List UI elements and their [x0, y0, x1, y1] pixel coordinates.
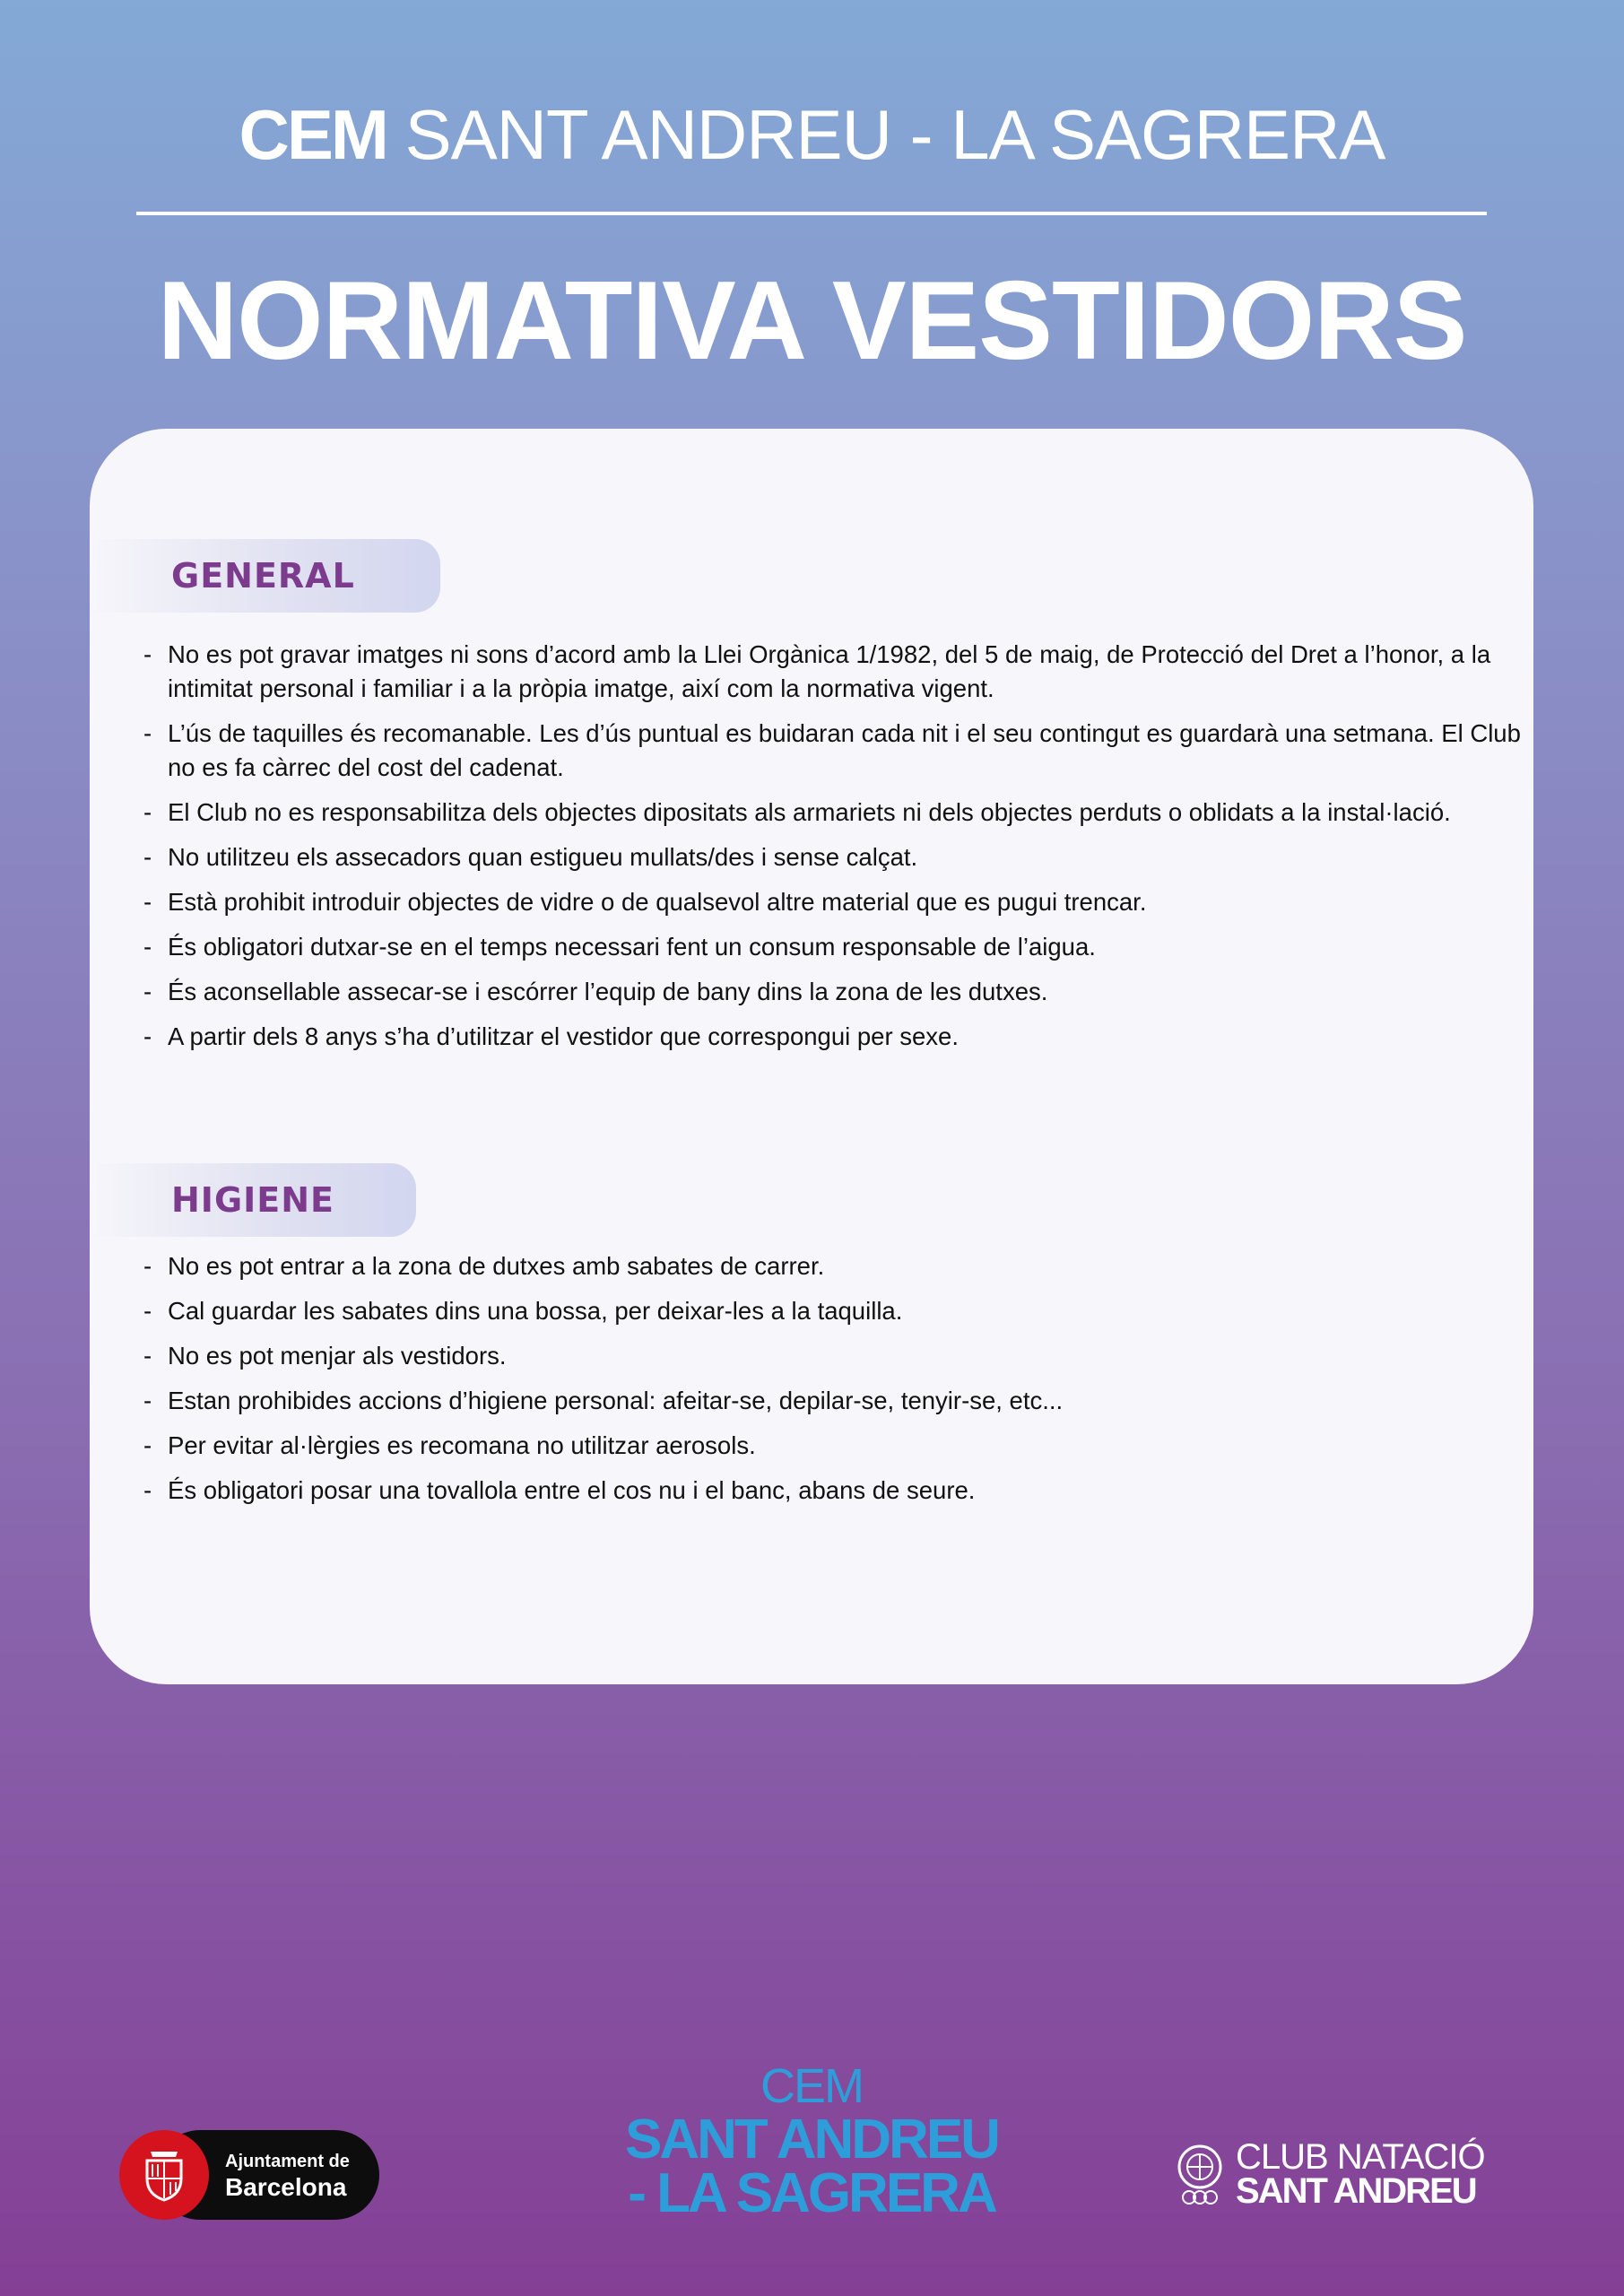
club-natacio-logo: [1177, 2138, 1499, 2210]
rule-item: - L’ús de taquilles és recomanable. Les d’ús puntual es buidaran cada nit i el seu contingut es guardarà una setmana. El Club no es fa càrrec del cost del cadenat.: [143, 717, 1529, 785]
logo-text-line1: Ajuntament de: [225, 2152, 350, 2171]
section-heading-general: GENERAL: [171, 556, 355, 596]
rule-item: - No es pot entrar a la zona de dutxes amb sabates de carrer.: [143, 1249, 1529, 1283]
cem-logo-line1: CEM: [760, 2059, 863, 2113]
club-logo-line2: SANT ANDREU: [1236, 2171, 1476, 2211]
club-logo-line1: CLUB NATACIÓ: [1236, 2137, 1485, 2177]
rule-item: - El Club no es responsabilitza dels objectes dipositats als armariets ni dels objectes perduts o oblidats a la instal·lació.: [143, 796, 1529, 830]
rule-item: - És obligatori posar una tovallola entre el cos nu i el banc, abans de seure.: [143, 1474, 1529, 1508]
rules-list-higiene: [143, 1249, 1529, 1518]
rule-item: - No utilitzeu els assecadors quan estigueu mullats/des i sense calçat.: [143, 840, 1529, 874]
cem-logo-line2: SANT ANDREU: [625, 2109, 998, 2170]
rule-item: - No es pot menjar als vestidors.: [143, 1339, 1529, 1373]
rule-item: - Cal guardar les sabates dins una bossa, per deixar-les a la taquilla.: [143, 1294, 1529, 1328]
rule-item: - És obligatori dutxar-se en el temps necessari fent un consum responsable de l’aigua.: [143, 930, 1529, 964]
venue-header: [0, 90, 1624, 179]
rules-list-general: [143, 638, 1529, 1065]
rule-item: - A partir dels 8 anys s’ha d’utilitzar el vestidor que correspongui per sexe.: [143, 1020, 1529, 1054]
rule-item: - És aconsellable assecar-se i escórrer l’equip de bany dins la zona de les dutxes.: [143, 975, 1529, 1009]
rule-item: - Per evitar al·lèrgies es recomana no utilitzar aerosols.: [143, 1429, 1529, 1463]
section-tab-higiene: [90, 1163, 416, 1237]
cem-logo: [574, 2059, 1049, 2224]
venue-name: SANT ANDREU - LA SAGRERA: [404, 95, 1385, 174]
ajuntament-barcelona-logo: [119, 2130, 379, 2220]
club-emblem-icon: [1177, 2144, 1223, 2211]
venue-bold: CEM: [239, 95, 386, 174]
header-divider: [136, 212, 1487, 215]
rule-item: - No es pot gravar imatges ni sons d’acord amb la Llei Orgànica 1/1982, del 5 de maig, de Protecció del Dret a l’honor, a la intimitat personal i familiar i a la pròpia imatge, així com la normativa vigent.: [143, 638, 1529, 706]
rule-item: - Està prohibit introduir objectes de vidre o de qualsevol altre material que es pugui trencar.: [143, 885, 1529, 919]
section-heading-higiene: HIGIENE: [171, 1180, 334, 1220]
rule-item: - Estan prohibides accions d’higiene personal: afeitar-se, depilar-se, tenyir-se, etc...: [143, 1384, 1529, 1418]
page-title: NORMATIVA VESTIDORS: [157, 259, 1467, 383]
cem-logo-line3: - LA SAGRERA: [628, 2162, 995, 2224]
barcelona-crest-icon: [119, 2130, 209, 2220]
section-tab-general: [90, 539, 440, 613]
logo-text-line2: Barcelona: [225, 2173, 347, 2201]
